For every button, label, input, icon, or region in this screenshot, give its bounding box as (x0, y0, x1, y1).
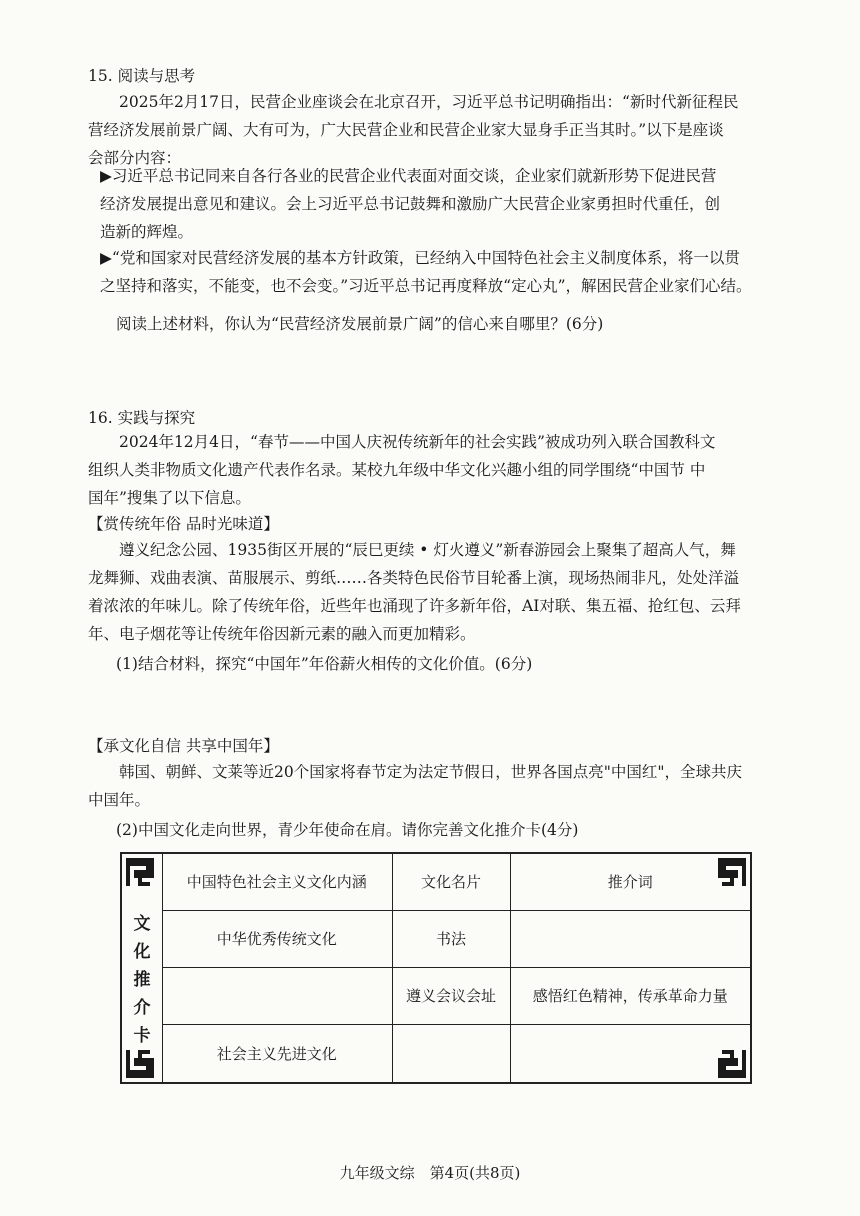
q16-intro-line-2: 组织人类非物质文化遗产代表作名录。某校九年级中华文化兴趣小组的同学围绕“中国节 中 (88, 461, 706, 479)
card-side-char-4: 介 (133, 998, 151, 1018)
q15-bullet-1-line-2: 经济发展提出意见和建议。会上习近平总书记鼓舞和激励广大民营企业家勇担时代重任，创 (100, 195, 721, 213)
q16-section2-text (88, 758, 780, 814)
q16-intro-line-3: 国年”搜集了以下信息。 (88, 489, 251, 507)
card-header-row (162, 854, 750, 910)
cell-connotation: 中华优秀传统文化 (162, 910, 392, 967)
q15-bullet-1 (100, 162, 780, 246)
q15-question: 阅读上述材料，你认为“民营经济发展前景广阔”的信心来自哪里？(6分) (116, 315, 604, 333)
q15-title: 15. 阅读与思考 (88, 67, 196, 85)
q16-title: 16. 实践与探究 (88, 409, 196, 427)
q15-bullet-2-line-1: ▶“党和国家对民营经济发展的基本方针政策，已经纳入中国特色社会主义制度体系，将一以贯 (100, 249, 740, 267)
q15-bullet-2-line-2: 之坚持和落实，不能变，也不会变。”习近平总书记再度释放“定心丸”，解困民营企业家们心结。 (100, 277, 752, 295)
q16-section2-line-2: 中国年。 (88, 791, 151, 809)
q16-intro-line-1: 2024年12月4日，“春节——中国人庆祝传统新年的社会实践”被成功列入联合国教科文 (119, 433, 716, 451)
table-row (162, 910, 750, 967)
card-header-connotation: 中国特色社会主义文化内涵 (162, 854, 392, 910)
q16-section2-title: 【承文化自信 共享中国年】 (88, 737, 279, 755)
q16-section2-line-1: 韩国、朝鲜、文莱等近20个国家将春节定为法定节假日，世界各国点亮"中国红"，全球共庆 (119, 763, 742, 781)
q16-question-1: (1)结合材料，探究“中国年”年俗薪火相传的文化价值。(6分) (116, 655, 533, 673)
q15-bullet-2 (100, 244, 780, 300)
q15-intro-line-1: 2025年2月17日，民营企业座谈会在北京召开，习近平总书记明确指出：“新时代新征程民 (119, 93, 739, 111)
q16-question-2: (2)中国文化走向世界，青少年使命在肩。请你完善文化推介卡(4分) (116, 821, 579, 839)
q15-intro-line-2: 营经济发展前景广阔、大有可为，广大民营企业和民营企业家大显身手正当其时。”以下是座谈 (88, 121, 724, 139)
card-side-char-2: 化 (133, 942, 151, 962)
q16-section1-line-4: 年、电子烟花等让传统年俗因新元素的融入而更加精彩。 (88, 625, 476, 643)
culture-promotion-card (120, 852, 752, 1084)
card-header-name: 文化名片 (392, 854, 510, 910)
q16-intro (88, 428, 780, 512)
q15-bullet-1-line-3: 造新的辉煌。 (100, 223, 194, 241)
cell-recommendation-blank[interactable] (510, 910, 750, 967)
cell-name-blank[interactable] (392, 1024, 510, 1082)
card-side-char-1: 文 (133, 914, 151, 934)
q16-section1-text (88, 536, 780, 648)
fret-corner-icon (714, 856, 748, 890)
table-row (162, 967, 750, 1024)
card-table (162, 854, 750, 1082)
cell-connotation: 社会主义先进文化 (162, 1024, 392, 1082)
card-side-char-5: 卡 (133, 1026, 151, 1046)
card-header-recommendation: 推介词 (510, 854, 750, 910)
fret-corner-icon (124, 856, 158, 890)
card-side-char-3: 推 (133, 970, 151, 990)
cell-name: 书法 (392, 910, 510, 967)
q15-intro (88, 88, 780, 172)
q16-section1-line-1: 遵义纪念公园、1935街区开展的“辰巳更续 • 灯火遵义”新春游园会上聚集了超高人气，舞 (119, 541, 736, 559)
fret-corner-icon (714, 1046, 748, 1080)
cell-name: 遵义会议会址 (392, 967, 510, 1024)
cell-connotation-blank[interactable] (162, 967, 392, 1024)
q15-intro-line-3: 会部分内容： (88, 149, 182, 167)
table-row (162, 1024, 750, 1082)
fret-corner-icon (124, 1046, 158, 1080)
q16-section1-line-3: 着浓浓的年味儿。除了传统年俗，近些年也涌现了许多新年俗，AI对联、集五福、抢红包、云拜 (88, 597, 741, 615)
page-footer: 九年级文综 第4页(共8页) (339, 1164, 521, 1182)
q16-section1-line-2: 龙舞狮、戏曲表演、苗服展示、剪纸……各类特色民俗节目轮番上演，现场热闹非凡，处处洋溢 (88, 569, 740, 587)
q16-section1-title: 【赏传统年俗 品时光味道】 (88, 515, 279, 533)
cell-recommendation: 感悟红色精神，传承革命力量 (510, 967, 750, 1024)
q15-bullet-1-line-1: ▶习近平总书记同来自各行各业的民营企业代表面对面交谈，企业家们就新形势下促进民营 (100, 167, 717, 185)
